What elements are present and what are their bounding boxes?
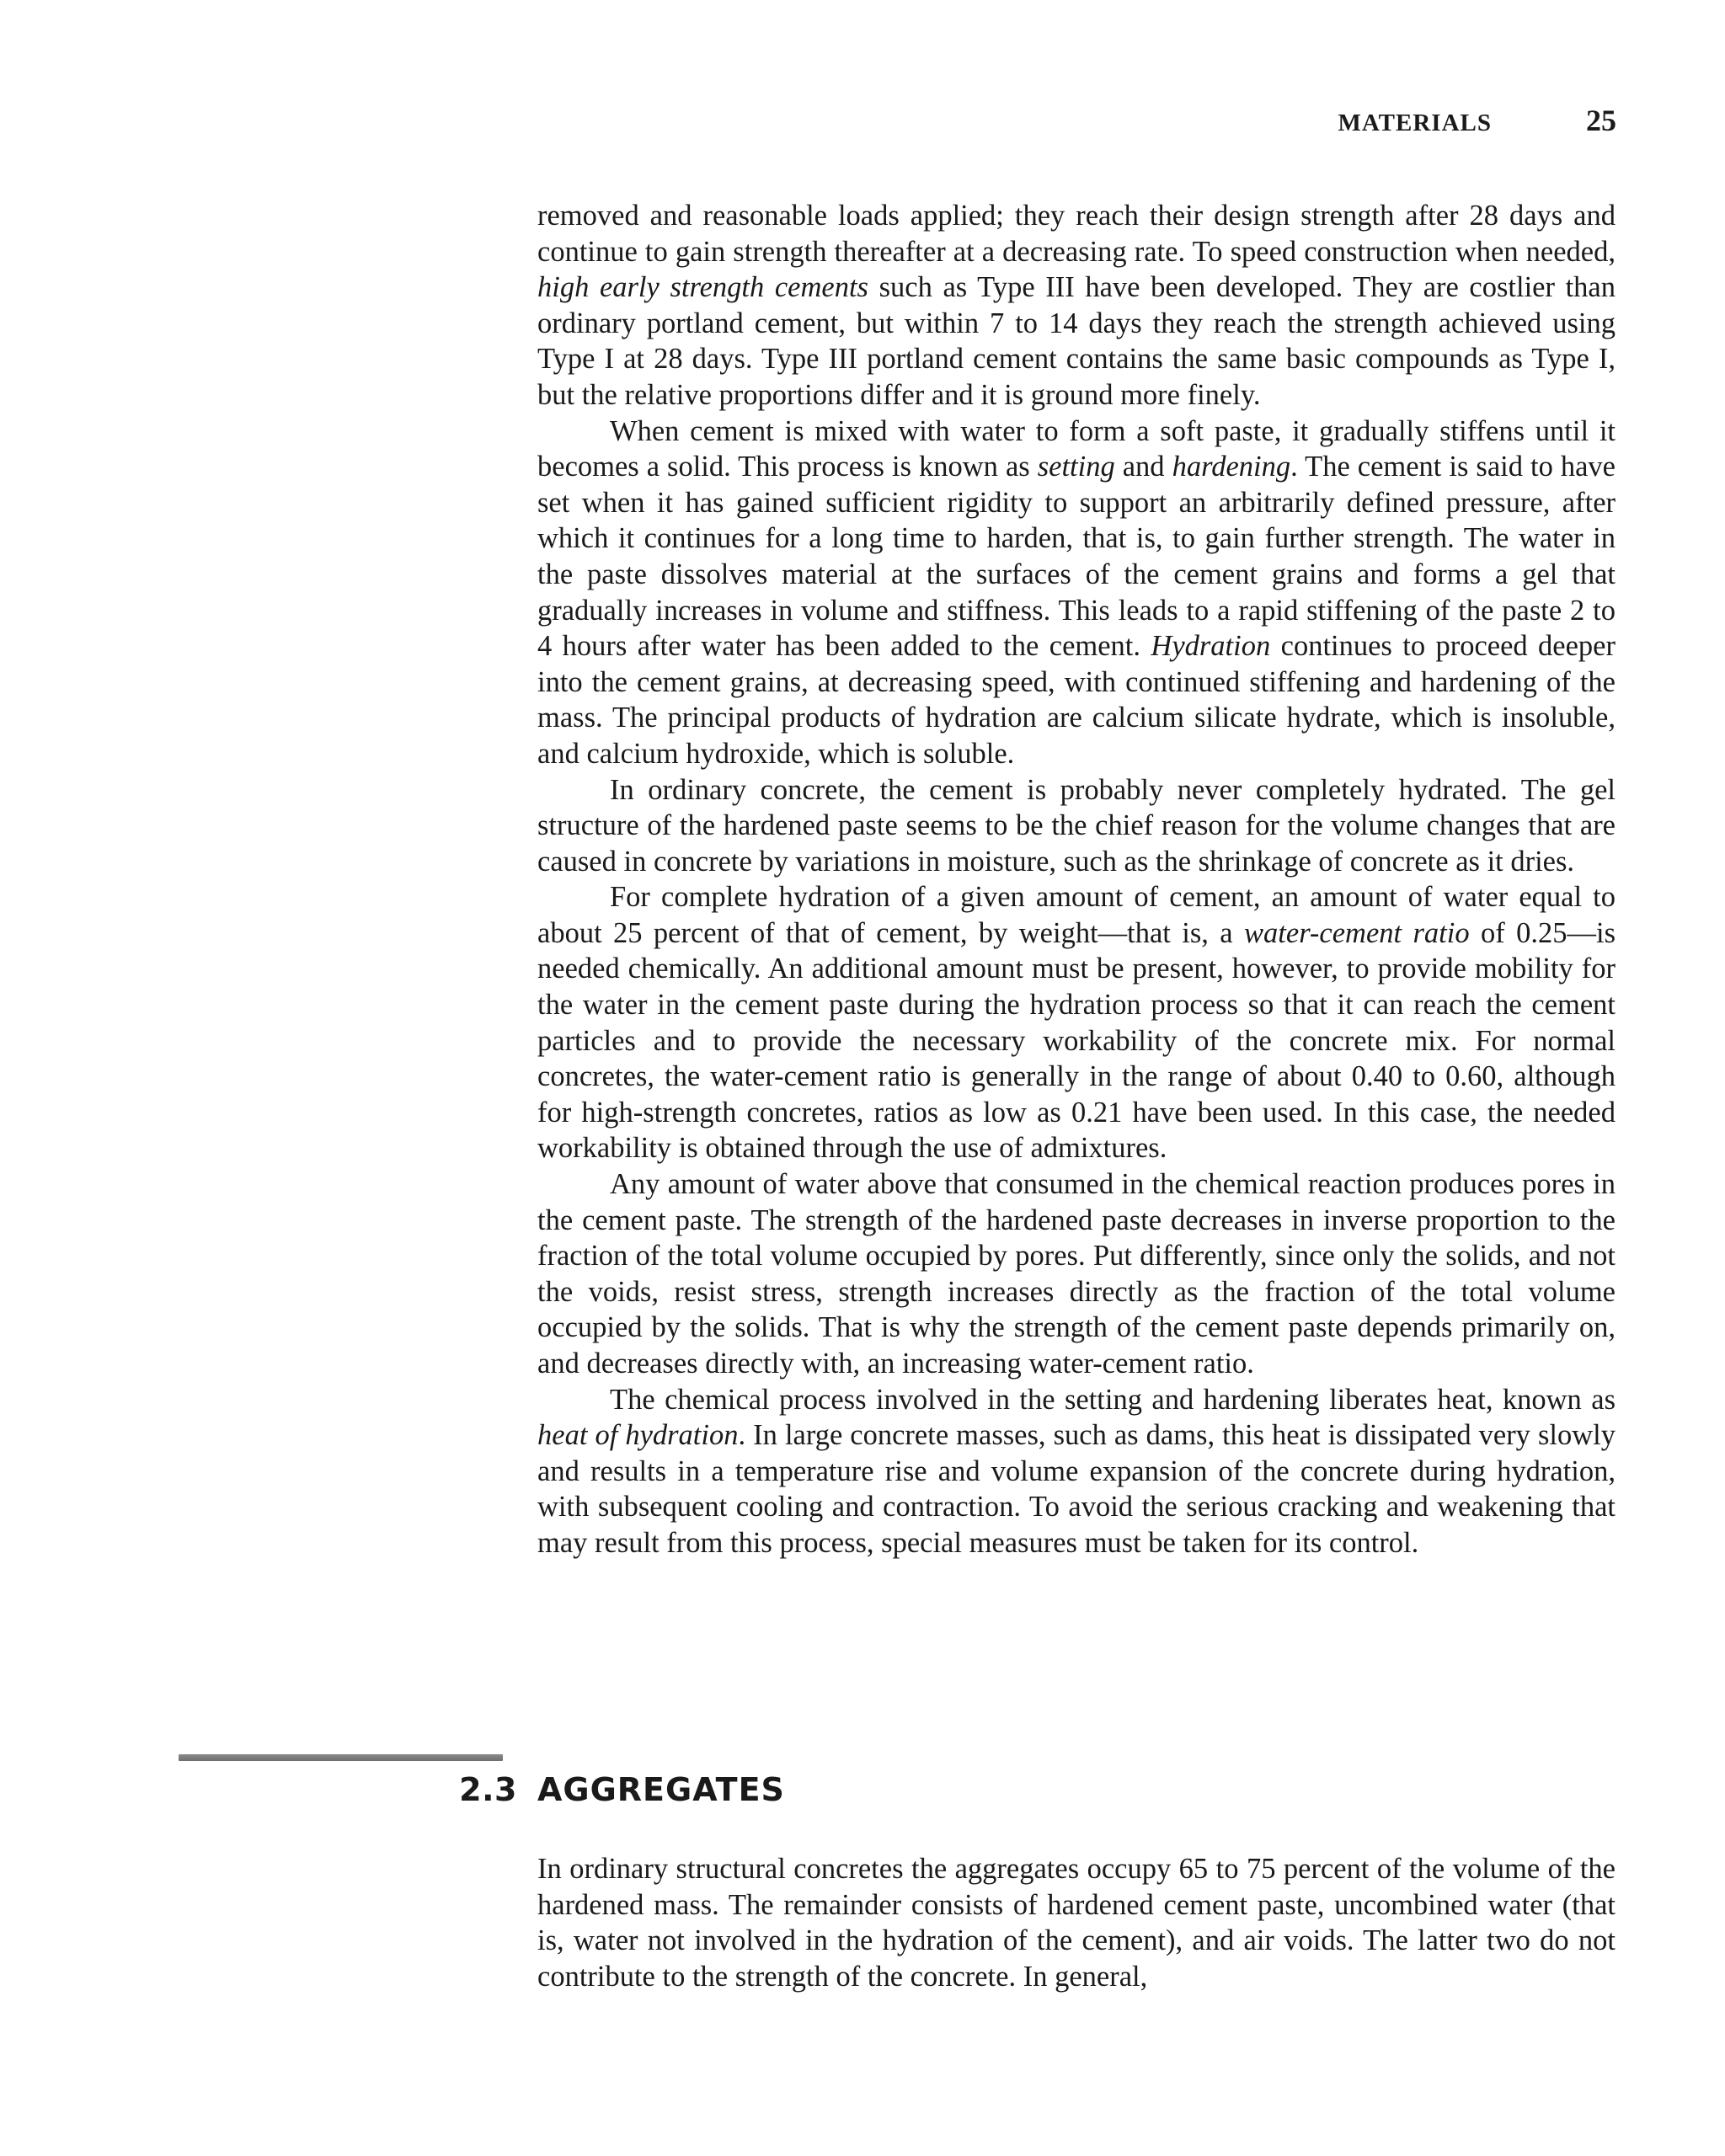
section-text-column (537, 1851, 1616, 1994)
paragraph-gel-structure: In ordinary concrete, the cement is probably never completely hydrated. The gel structure of the hardened paste seems to be the chief reason for the volume changes that are caused in concrete by variations in moisture, such as the shrinkage of concrete as it dries. (537, 773, 1616, 878)
paragraph-aggregates-intro: In ordinary structural concretes the aggregates occupy 65 to 75 percent of the volume of the hardened mass. The remainder consists of hardened cement paste, uncombined water (that is, water not involved in the hydration of the cement), and air voids. The latter two do not contribute to the strength of the concrete. In general, (537, 1853, 1616, 1993)
term-high-early-strength-cements: high early strength cements (537, 271, 868, 304)
section-number: 2.3 (459, 1771, 517, 1808)
main-text-column (537, 198, 1616, 1561)
term-setting: setting (1037, 451, 1115, 483)
term-heat-of-hydration: heat of hydration (537, 1419, 739, 1452)
section-title: AGGREGATES (537, 1771, 785, 1808)
paragraph-water-cement-ratio: For complete hydration of a given amount of cement, an amount of water equal to about 25 percent of that of cement, by weight—that is, a water-cement ratio of 0.25—is needed chemically. An additional amount must be present, however, to provide mobility for the water in the cement paste during the hydration process so that it can reach the cement particles and to provide the necessary workability of the concrete mix. For normal concretes, the water-cement ratio is generally in the range of about 0.40 to 0.60, although for high-strength concretes, ratios as low as 0.21 have been used. In this case, the needed workability is obtained through the use of admixtures. (537, 881, 1616, 1165)
paragraph-cement-strength: removed and reasonable loads applied; they reach their design strength after 28 days and continue to gain strength thereafter at a decreasing rate. To speed construction when needed, high early strength cements such as Type III have been developed. They are costlier than ordinary portland cement, but within 7 to 14 days they reach the strength achieved using Type I at 28 days. Type III portland cement contains the same basic compounds as Type I, but the relative proportions differ and it is ground more finely. (537, 200, 1616, 411)
running-title: MATERIALS (1338, 109, 1492, 136)
term-hydration: Hydration (1151, 630, 1271, 663)
term-water-cement-ratio: water-cement ratio (1244, 916, 1470, 949)
paragraph-pores: Any amount of water above that consumed in the chemical reaction produces pores in the cement paste. The strength of the hardened paste decreases in inverse proportion to the fraction of the total volume occupied by pores. Put differently, since only the solids, and not the voids, resist stress, strength increases directly as the fraction of the total volume occupied by the solids. That is why the strength of the cement paste depends primarily on, and decreases directly with, an increasing water-cement ratio. (537, 1168, 1616, 1380)
term-hardening: hardening (1172, 451, 1291, 483)
page-number: 25 (1586, 104, 1616, 137)
running-head (1338, 103, 1617, 136)
paragraph-setting-hardening: When cement is mixed with water to form a soft paste, it gradually stiffens until it becomes a solid. This process is known as setting and hardening. The cement is said to have set when it has gained sufficient rigidity to support an arbitrarily defined pressure, after which it continues for a long time to harden, that is, to gain further strength. The water in the paste dissolves material at the surfaces of the cement grains and forms a gel that gradually increases in volume and stiffness. This leads to a rapid stiffening of the paste 2 to 4 hours after water has been added to the cement. Hydration continues to proceed deeper into the cement grains, at decreasing speed, with continued stiffening and hardening of the mass. The principal products of hydration are calcium silicate hydrate, which is insoluble, and calcium hydroxide, which is soluble. (537, 414, 1616, 770)
section-rule (179, 1754, 503, 1761)
paragraph-heat-of-hydration: The chemical process involved in the setting and hardening liberates heat, known as heat of hydration. In large concrete masses, such as dams, this heat is dissipated very slowly and results in a temperature rise and volume expansion of the concrete during hydration, with subsequent cooling and contraction. To avoid the serious cracking and weakening that may result from this process, special measures must be taken for its control. (537, 1383, 1616, 1559)
